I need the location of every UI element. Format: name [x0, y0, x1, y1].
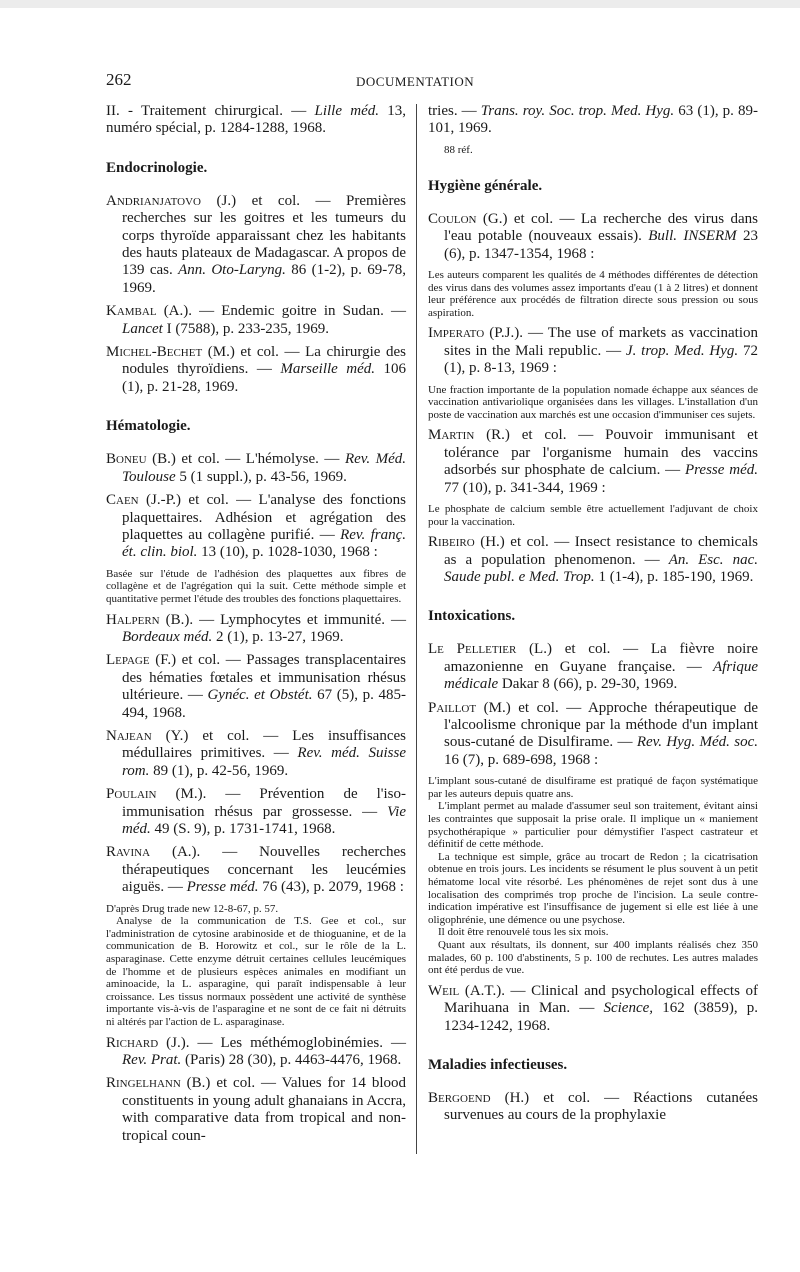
page-number: 262: [106, 70, 132, 89]
entry-author: Martin: [428, 427, 475, 444]
abstract-note: [428, 384, 758, 422]
bibliography-entry: [428, 211, 758, 263]
bibliography-entry: [428, 983, 758, 1035]
entry-citation: 72 (1), p. 8-13, 1969 :: [444, 342, 759, 377]
entry-citation: 76 (43), p. 2079, 1968 :: [258, 879, 404, 896]
entry-author: Boneu: [106, 451, 147, 468]
bibliography-entry: [428, 700, 758, 770]
entry-journal: Rev. Méd. Toulouse: [122, 451, 406, 485]
entry-journal: Science,: [603, 1000, 654, 1017]
entry-title: (B.). — Lymphocytes et immunité. —: [159, 611, 406, 628]
entry-title: (M.) et col. — Approche thérapeutique de l'alcoolisme chronique par la méthode d'un implant sous-cutané de Disulfirame. —: [444, 699, 758, 751]
entry-author: Ribeiro: [428, 534, 475, 551]
reference-count: 88 réf.: [444, 143, 473, 156]
entry-citation: 2 (1), p. 13-27, 1969.: [212, 628, 344, 645]
entry-journal: Afrique médicale: [444, 658, 758, 693]
entry-author: Paillot: [428, 699, 477, 716]
entry-title: (Y.) et col. — Les insuffisances médullaires primitives. —: [122, 727, 406, 762]
abstract-paragraph: L'implant sous-cutané de disulfirame est pratiqué de façon systématique par les auteurs depuis quatre ans.: [428, 775, 758, 800]
bibliography-entry: [106, 103, 406, 138]
entry-title: (F.) et col. — Passages transplacentaires des hématies fœtales et immunisation rhésus ultérieure. —: [122, 652, 406, 704]
bibliography-entry: [106, 612, 406, 647]
entry-title: (J.). — Les méthémoglobinémies. —: [158, 1034, 406, 1051]
abstract-note: [106, 568, 406, 606]
bibliography-entry: [428, 103, 758, 138]
entry-author: Richard: [106, 1034, 159, 1051]
bibliography-entry: [106, 344, 406, 396]
bibliography-entry: [428, 427, 758, 497]
bibliography-entry: [106, 728, 406, 780]
entry-author: Coulon: [428, 210, 477, 227]
entry-title: (L.) et col. — La fièvre noire amazonienne en Guyane française. —: [444, 641, 758, 675]
abstract-paragraph: Analyse de la communication de T.S. Gee et col., sur l'administration de cytosine arabinoside et de thioguanine, et de la communication de B. Horowitz et col., sur le rôle de la L. asparaginase. Cette enzyme détruit certaines cellules leucémiques de l'homme et de plusieurs espèces animales en modifiant un aminoacide, la L. asparagine, qui paraît indispensable à leur croissance. Les tissus normaux possèdent une activité de synthèse importante vis-à-vis de l'asparagine et ne sont de ce fait ni détruits ni altérés par l'action de L. asparaginase.: [106, 915, 406, 1028]
entry-journal: Rev. Prat.: [122, 1051, 182, 1068]
bibliography-entry: [106, 652, 406, 722]
entry-journal: Presse méd.: [186, 879, 259, 896]
left-column: [106, 103, 406, 1151]
bibliography-entry: [106, 303, 406, 338]
entry-citation: 23 (6), p. 1347-1354, 1968 :: [444, 228, 759, 262]
bibliography-entry: [428, 534, 758, 586]
entry-journal: Rev. méd. Suisse rom.: [122, 745, 406, 779]
entry-journal: Bull. INSERM: [648, 228, 737, 245]
entry-author: Lepage: [106, 652, 150, 669]
running-head: DOCUMENTATION: [356, 74, 475, 89]
bibliography-entry: [106, 451, 406, 486]
abstract-paragraph: D'après Drug trade new 12-8-67, p. 57.: [106, 902, 279, 915]
abstract-paragraph: Le phosphate de calcium semble être actuellement l'adjuvant de choix pour la vaccination.: [428, 503, 758, 528]
entry-citation: 86 (1-2), p. 69-78, 1969.: [122, 262, 407, 296]
entry-citation: 5 (1 suppl.), p. 43-56, 1969.: [175, 468, 347, 485]
entry-citation: 106 (1), p. 21-28, 1969.: [122, 361, 407, 395]
section-heading: Endocrinologie.: [106, 159, 208, 176]
entry-title: (M.) et col. — La chirurgie des nodules thyroïdiens. —: [122, 344, 406, 378]
entry-author: Kambal: [106, 303, 157, 320]
entry-title: (J.-P.) et col. — L'analyse des fonctions plaquettaires. Adhésion et agrégation des plaquettes au collagène purifié. —: [122, 492, 406, 543]
entry-journal: Presse méd.: [684, 462, 758, 479]
entry-author: Weil: [428, 982, 460, 999]
entry-title: (H.) et col. — Insect resistance to chemicals as a population phenomenon. —: [444, 534, 758, 568]
right-column: [428, 103, 758, 1131]
entry-journal: Marseille méd.: [280, 361, 376, 378]
abstract-paragraph: Les auteurs comparent les qualités de 4 méthodes différentes de détection des virus dans des volumes assez importants d'eau (1 à 2 litres) et donnent leur préférence aux procédés de filtration directe sous pression ou sous aspiration.: [428, 269, 758, 319]
abstract-note: [106, 903, 406, 1029]
section-heading: Hématologie.: [106, 418, 191, 435]
section-heading: Intoxications.: [428, 608, 516, 625]
entry-author: Najean: [106, 727, 152, 744]
bibliography-entry: [106, 786, 406, 838]
entry-citation: 67 (5), p. 485-494, 1968.: [122, 687, 406, 721]
abstract-paragraph: Basée sur l'étude de l'adhésion des plaquettes aux fibres de collagène et de l'agrégation qui la suit. Cette méthode simple et quantitative permet l'étude des troubles des fonctions plaquettaires.: [106, 567, 406, 605]
abstract-paragraph: L'implant permet au malade d'assumer seul son traitement, évitant ainsi les contraintes que supposait la prise orale. Il implique un « maniement psychothérapique » particulier pour démystifier l'aspect castrateur et définitif de cette méthode.: [428, 800, 758, 851]
entry-title: (M.). — Prévention de l'iso-immunisation rhésus par grossesse. —: [122, 786, 406, 820]
entry-citation: 13, numéro spécial, p. 1284-1288, 1968.: [106, 103, 407, 137]
entry-title: (B.) et col. — Values for 14 blood constituents in young adult ghanaians in Accra, with comparative data from tropical and non-tropical coun-: [122, 1075, 406, 1144]
entry-journal: Gynéc. et Obstét.: [207, 687, 313, 704]
entry-title: (G.) et col. — La recherche des virus dans l'eau potable (nouveaux essais).: [444, 210, 758, 245]
entry-title: (B.) et col. — L'hémolyse. —: [146, 451, 345, 468]
entry-title: (J.) et col. — Premières recherches sur les goitres et les tumeurs du corps thyroïde apparaissant chez les habitants des hauts plateaux de Madagascar. A propos de 139 cas.: [122, 192, 406, 279]
entry-title: tries. —: [428, 103, 481, 119]
column-divider: [416, 104, 417, 1154]
abstract-paragraph: La technique est simple, grâce au trocart de Redon ; la cicatrisation obtenue en trois jours. Les incidents se résument le plus souvent à un petit hématome local vite résorbé. Les phénomènes de rejet sont dus à une localisation des comprimés trop proche de l'incision. La seule contre-indication impérative est l'insuffisance de jugement si elle est liée à une oligophrénie, une démence ou une psychose.: [428, 850, 758, 926]
scan-top-band: [0, 0, 800, 8]
entry-citation: 49 (S. 9), p. 1731-1741, 1968.: [150, 820, 336, 837]
entry-author: Ravina: [106, 844, 151, 861]
bibliography-entry: [106, 193, 406, 297]
section-heading: Maladies infectieuses.: [428, 1057, 568, 1073]
entry-author: Ringelhann: [106, 1075, 181, 1092]
entry-journal: Bordeaux méd.: [122, 628, 213, 645]
entry-journal: An. Esc. nac. Saude publ. e Med. Trop.: [444, 551, 758, 586]
entry-title: (A.T.). — Clinical and psychological effects of Marihuana in Man. —: [444, 982, 758, 1017]
entry-title: (P.J.). — The use of markets as vaccination sites in the Mali republic. —: [444, 325, 758, 359]
abstract-note: [428, 503, 758, 528]
entry-citation: Dakar 8 (66), p. 29-30, 1969.: [498, 676, 678, 693]
bibliography-entry: [106, 1035, 406, 1070]
entry-author: Imperato: [428, 325, 485, 342]
entry-citation: 162 (3859), p. 1234-1242, 1968.: [444, 1000, 758, 1034]
entry-title: (A.). — Endemic goitre in Sudan. —: [156, 303, 406, 320]
entry-citation: I (7588), p. 233-235, 1969.: [162, 320, 330, 337]
entry-author: Le Pelletier: [428, 641, 517, 658]
bibliography-entry: [106, 1075, 406, 1145]
bibliography-entry: [428, 325, 758, 377]
entry-citation: 63 (1), p. 89-101, 1969.: [428, 103, 758, 137]
entry-title: (H.) et col. — Réactions cutanées survenues au cours de la prophylaxie: [444, 1090, 758, 1124]
entry-title: (A.). — Nouvelles recherches thérapeutiques concernant les leucémies aiguës. —: [122, 844, 406, 896]
entry-journal: Ann. Oto-Laryng.: [178, 262, 286, 279]
entry-citation: 1 (1-4), p. 185-190, 1969.: [594, 569, 754, 586]
entry-journal: Rev. Hyg. Méd. soc.: [636, 734, 758, 751]
abstract-note: [428, 269, 758, 319]
entry-journal: Rev. franç. ét. clin. biol.: [122, 526, 407, 561]
entry-journal: Vie méd.: [122, 803, 406, 837]
entry-author: Caen: [106, 492, 139, 509]
entry-citation: 89 (1), p. 42-56, 1969.: [149, 762, 289, 779]
entry-title: (R.) et col. — Pouvoir immunisant et tolérance par l'organisme humain des vaccins adsorbés sur phosphate de calcium. —: [444, 427, 758, 479]
entry-author: Andrianjatovo: [106, 192, 201, 209]
entry-title: II. - Traitement chirurgical. —: [106, 103, 315, 119]
entry-author: Poulain: [106, 786, 157, 803]
section-heading: Hygiène générale.: [428, 177, 543, 194]
entry-citation: 16 (7), p. 689-698, 1968 :: [444, 751, 599, 768]
entry-citation: 77 (10), p. 341-344, 1969 :: [444, 479, 606, 496]
abstract-note: [428, 775, 758, 977]
entry-citation: (Paris) 28 (30), p. 4463-4476, 1968.: [181, 1051, 402, 1068]
entry-author: Halpern: [106, 611, 160, 628]
bibliography-entry: [106, 492, 406, 562]
entry-author: Bergoend: [428, 1090, 491, 1106]
bibliography-entry: [428, 641, 758, 693]
abstract-paragraph: Il doit être renouvelé tous les six mois.: [438, 926, 609, 939]
abstract-paragraph: Une fraction importante de la population nomade échappe aux séances de vaccination antivariolique organisées dans les villages. L'installation d'un poste de vaccination aux marchés est une occasion d'immuniser ces sujets.: [428, 383, 758, 421]
entry-citation: 13 (10), p. 1028-1030, 1968 :: [197, 544, 378, 561]
entry-journal: Lille méd.: [314, 103, 379, 119]
abstract-paragraph: Quant aux résultats, ils donnent, sur 400 implants réalisés chez 350 malades, 60 p. 100 d'abstinents, 5 p. 100 de rechutes. Les autres malades ont été perdus de vue.: [428, 939, 758, 977]
bibliography-entry: [106, 844, 406, 896]
entry-author: Michel-Bechet: [106, 344, 203, 361]
bibliography-entry: [428, 1090, 758, 1125]
entry-journal: J. trop. Med. Hyg.: [625, 342, 739, 359]
entry-journal: Trans. roy. Soc. trop. Med. Hyg.: [480, 103, 675, 119]
entry-journal: Lancet: [122, 320, 163, 337]
